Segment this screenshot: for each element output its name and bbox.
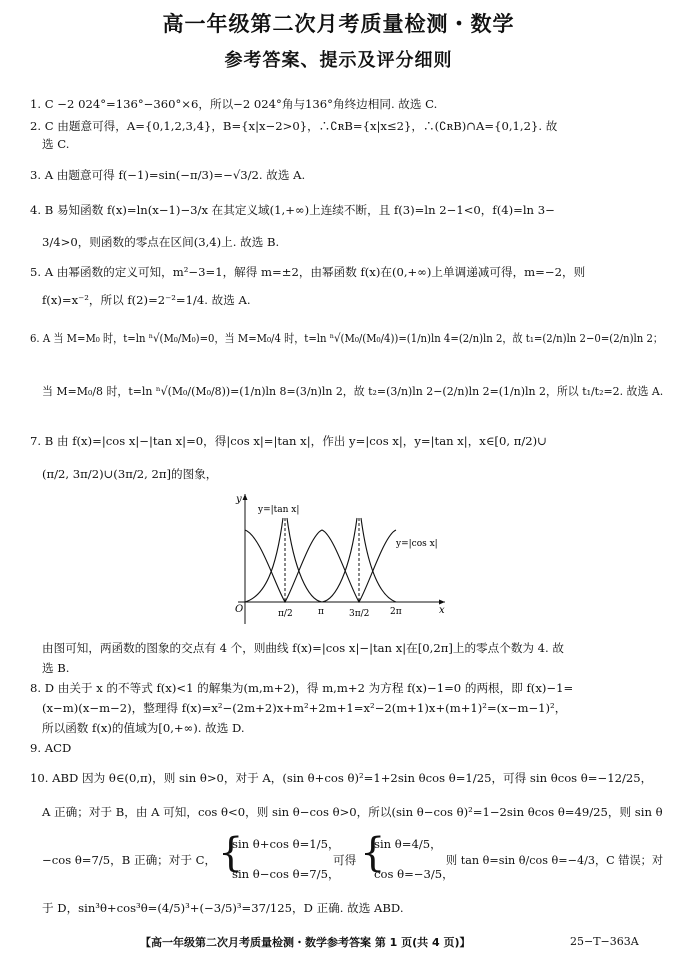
answer-5-line2: f(x)=x⁻²，所以 f(2)=2⁻²=1/4. 故选 A. [42, 293, 251, 307]
answer-4-line2: 3/4>0，则函数的零点在区间(3,4)上. 故选 B. [42, 235, 280, 249]
tick-two-pi: 2π [390, 607, 402, 617]
answer-10-line3b: 则 tan θ=sin θ/cos θ=−4/3，C 错误；对 [446, 853, 663, 867]
origin-label: O [235, 604, 244, 615]
answer-3: 3. A 由题意可得 f(−1)=sin(−π/3)=−√3/2. 故选 A. [30, 168, 306, 182]
tick-three-half-pi: 3π/2 [349, 609, 370, 619]
tick-pi: π [318, 607, 324, 617]
answer-6-line2: 当 M=M₀/8 时，t=ln ⁿ√(M₀/(M₀/8))=(1/n)ln 8=(3/n)ln 2，故 t₂=(3/n)ln 2−(2/n)ln 2=(1/n)ln 2，所以 t₁/t₂=2. 故选 A. [42, 384, 664, 398]
answer-10-line2: A 正确；对于 B，由 A 可知，cos θ<0，则 sin θ−cos θ>0，所以(sin θ−cos θ)²=1−2sin θcos θ=49/25，则 sin θ [42, 805, 663, 819]
abs-tan-branch-3 [361, 518, 396, 602]
tan-label: y=|tan x| [258, 505, 300, 515]
answer-10-line1: 10. ABD 因为 θ∈(0,π)，则 sin θ>0，对于 A，(sin θ+cos θ)²=1+2sin θcos θ=1/25，可得 sin θcos θ=−12/25， [30, 771, 653, 785]
page-footer: 【高一年级第二次月考质量检测・数学参考答案 第 1 页(共 4 页)】 [140, 936, 471, 949]
answer-8-line3: 所以函数 f(x)的值域为[0,+∞). 故选 D. [42, 721, 245, 735]
page-subtitle: 参考答案、提示及评分细则 [224, 50, 453, 71]
answer-8-line2: (x−m)(x−m−2)，整理得 f(x)=x²−(2m+2)x+m²+2m+1=x²−2(m+1)x+(m+1)²=(x−m−1)²， [42, 701, 567, 715]
y-axis-arrow-icon [243, 494, 248, 500]
y-axis-label: y [236, 494, 242, 505]
answer-10-line3a: −cos θ=7/5，B 正确；对于 C， [42, 853, 217, 867]
answer-7-line1: 7. B 由 f(x)=|cos x|−|tan x|=0，得|cos x|=|tan x|，作出 y=|cos x|，y=|tan x|，x∈[0, π/2)∪ [30, 434, 547, 448]
answer-10-line4: 于 D，sin³θ+cos³θ=(4/5)³+(−3/5)³=37/125，D 正确. 故选 ABD. [42, 901, 404, 915]
answer-7-line3: 由图可知，两函数的图象的交点有 4 个，则曲线 f(x)=|cos x|−|tan x|在[0,2π]上的零点个数为 4. 故 [42, 641, 565, 655]
x-axis-label: x [439, 605, 445, 616]
answer-4-line1: 4. B 易知函数 f(x)=ln(x−1)−3/x 在其定义域(1,+∞)上连续不断，且 f(3)=ln 2−1<0，f(4)=ln 3− [30, 203, 555, 217]
answer-7-line2: (π/2, 3π/2)∪(3π/2, 2π]的图象， [42, 467, 218, 481]
system-brace-1: { [218, 830, 244, 876]
abs-cos-curve [245, 530, 396, 602]
answer-10-mid: 可得 [333, 853, 357, 867]
tick-half-pi: π/2 [278, 609, 293, 619]
answer-5-line1: 5. A 由幂函数的定义可知，m²−3=1，解得 m=±2，由幂函数 f(x)在(0,+∞)上单调递减可得，m=−2，则 [30, 265, 586, 279]
system2-eq1: sin θ=4/5， [374, 837, 442, 851]
tan-cos-graph [220, 490, 450, 630]
cos-label: y=|cos x| [396, 539, 438, 549]
answer-2-line1: 2. C 由题意可得，A={0,1,2,3,4}，B={x|x−2>0}，∴∁ʀB={x|x≤2}，∴(∁ʀB)∩A={0,1,2}. 故 [30, 119, 558, 133]
answer-1: 1. C −2 024°=136°−360°×6，所以−2 024°角与136°角终边相同. 故选 C. [30, 97, 438, 111]
answer-7-line4: 选 B. [42, 661, 70, 675]
page-title: 高一年级第二次月考质量检测・数学 [162, 12, 515, 36]
answer-2-line2: 选 C. [42, 137, 70, 151]
document-code: 25−T−363A [570, 935, 639, 948]
answer-9: 9. ACD [30, 741, 72, 755]
answer-6-line1: 6. A 当 M=M₀ 时，t=ln ⁿ√(M₀/M₀)=0，当 M=M₀/4 时，t=ln ⁿ√(M₀/(M₀/4))=(1/n)ln 4=(2/n)ln 2，故 t₁=(2/n)ln 2−0=(2/n)ln 2； [30, 331, 663, 345]
system2-eq2: cos θ=−3/5， [374, 867, 454, 881]
answer-8-line1: 8. D 由关于 x 的不等式 f(x)<1 的解集为(m,m+2)，得 m,m+2 为方程 f(x)−1=0 的两根，即 f(x)−1= [30, 681, 574, 695]
system-brace-2: { [360, 830, 386, 876]
system1-eq2: sin θ−cos θ=7/5， [232, 867, 340, 881]
x-axis-arrow-icon [439, 600, 445, 605]
abs-tan-branch-1 [245, 518, 283, 602]
system1-eq1: sin θ+cos θ=1/5， [232, 837, 340, 851]
